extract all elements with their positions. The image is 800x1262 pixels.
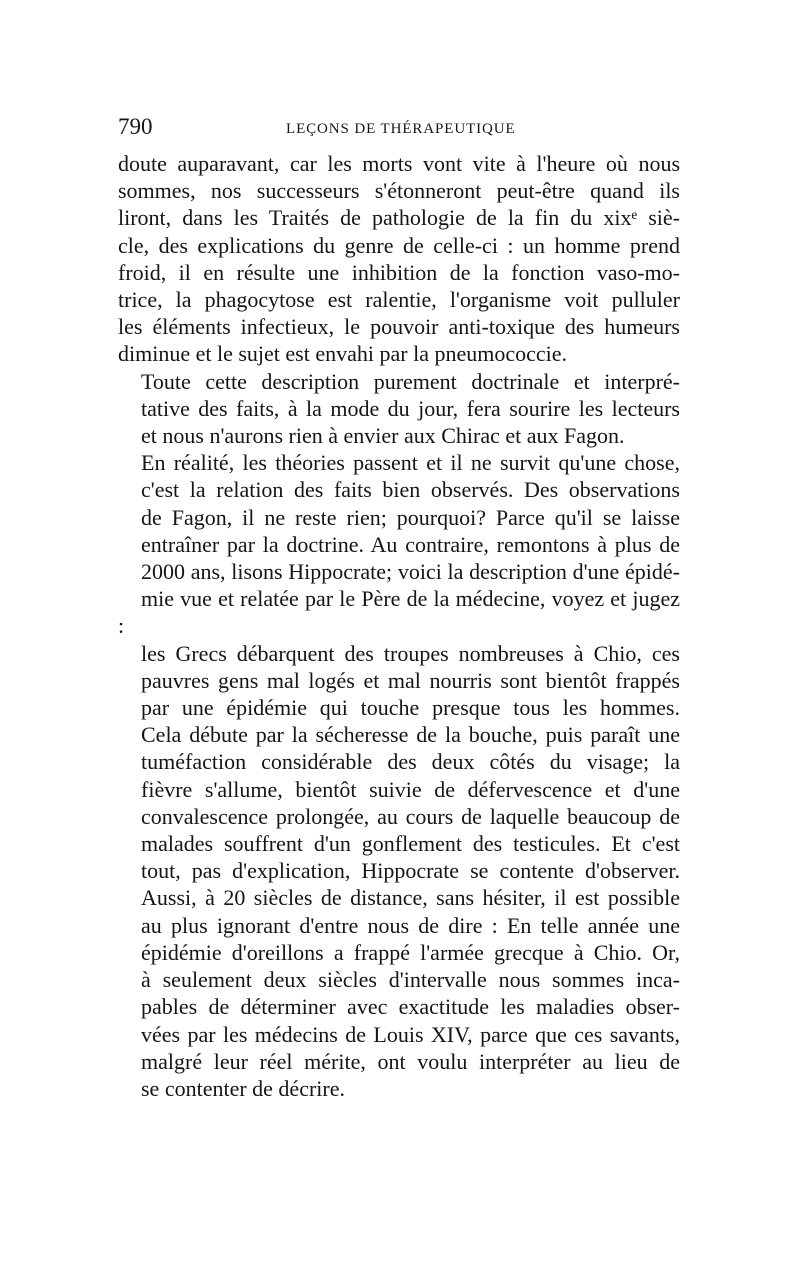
text-line: se contenter de décrire. <box>141 1075 345 1101</box>
text-line: à seulement deux siècles d'intervalle nous sommes inca- <box>141 967 680 993</box>
text-line: les Grecs débarquent des troupes nombreuses à Chio, ces <box>141 640 680 666</box>
text-line: tout, pas d'explication, Hippocrate se contente d'observer. <box>141 858 680 884</box>
running-title: LEÇONS DE THÉRAPEUTIQUE <box>286 121 516 137</box>
text-line: épidémie d'oreillons a frappé l'armée grecque à Chio. Or, <box>141 939 680 965</box>
page-header <box>118 112 680 146</box>
text-line: convalescence prolongée, au cours de laquelle beaucoup de <box>141 803 680 829</box>
text-line: liront, dans les Traités de pathologie de la fin du xixᵉ siè- <box>118 205 680 231</box>
text-line: diminue et le sujet est envahi par la pneumococcie. <box>118 341 568 367</box>
text-line: de Fagon, il ne reste rien; pourquoi? Parce qu'il se laisse <box>141 504 680 530</box>
text-line: tative des faits, à la mode du jour, fera sourire les lecteurs <box>141 395 680 421</box>
text-line: malades souffrent d'un gonflement des testicules. Et c'est <box>141 831 680 857</box>
text-line: Aussi, à 20 siècles de distance, sans hésiter, il est possible <box>141 885 680 911</box>
text-line: tuméfaction considérable des deux côtés du visage; la <box>141 749 680 775</box>
text-line: vées par les médecins de Louis XIV, parce que ces savants, <box>141 1021 680 1047</box>
text-line: sommes, nos successeurs s'étonneront peut-être quand ils <box>118 178 680 204</box>
text-line: entraîner par la doctrine. Au contraire, remontons à plus de <box>141 531 680 557</box>
body-text <box>118 150 680 1102</box>
text-line: pables de déterminer avec exactitude les maladies obser- <box>141 994 680 1020</box>
text-line: au plus ignorant d'entre nous de dire : En telle année une <box>141 912 680 938</box>
text-line: les éléments infectieux, le pouvoir anti-toxique des humeurs <box>118 314 680 340</box>
text-line: trice, la phagocytose est ralentie, l'organisme voit pulluler <box>118 287 680 313</box>
paragraph <box>118 368 680 450</box>
text-line: fièvre s'allume, bientôt suivie de défervescence et d'une <box>141 776 680 802</box>
text-line: pauvres gens mal logés et mal nourris sont bientôt frappés <box>141 667 680 693</box>
text-line: mie vue et relatée par le Père de la médecine, voyez et jugez : <box>118 586 680 639</box>
paragraph <box>118 150 680 368</box>
text-line: c'est la relation des faits bien observés. Des observations <box>141 477 680 503</box>
text-line: En réalité, les théories passent et il ne survit qu'une chose, <box>141 450 680 476</box>
page-number: 790 <box>118 114 153 139</box>
text-line: Toute cette description purement doctrinale et interpré- <box>141 368 680 394</box>
text-line: 2000 ans, lisons Hippocrate; voici la description d'une épidé- <box>141 559 680 585</box>
paragraph <box>118 449 680 1102</box>
text-line: froid, il en résulte une inhibition de la fonction vaso-mo- <box>118 259 680 285</box>
text-line: et nous n'aurons rien à envier aux Chirac et aux Fagon. <box>141 423 625 449</box>
text-line: malgré leur réel mérite, ont voulu interpréter au lieu de <box>141 1048 680 1074</box>
text-line: cle, des explications du genre de celle-ci : un homme prend <box>118 232 680 258</box>
text-line: Cela débute par la sécheresse de la bouche, puis paraît une <box>141 722 680 748</box>
text-line: par une épidémie qui touche presque tous les hommes. <box>141 695 680 721</box>
text-line: doute auparavant, car les morts vont vite à l'heure où nous <box>118 151 680 176</box>
book-page <box>118 112 680 1102</box>
